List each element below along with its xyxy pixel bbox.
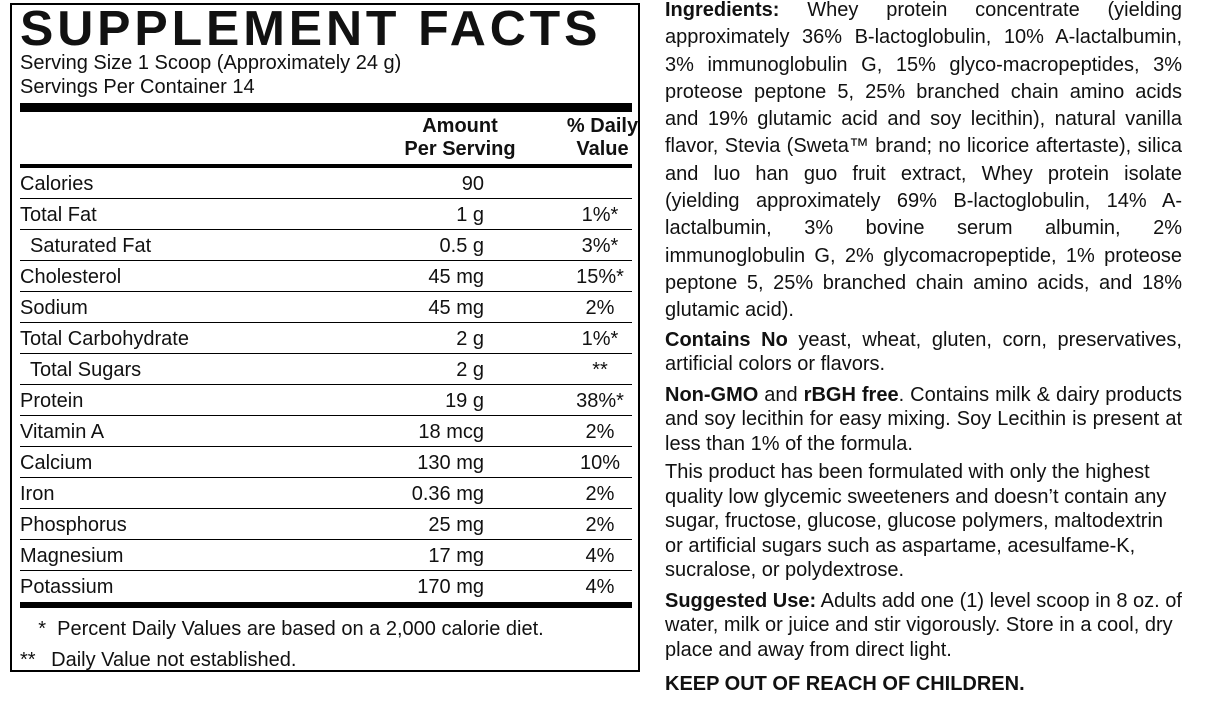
footnote-not-established	[20, 645, 632, 676]
suggested-use-label: Suggested Use:	[665, 589, 817, 612]
nutrient-daily-value: 2%	[585, 483, 615, 505]
nutrient-amount: 130 mg	[417, 452, 484, 474]
nutrient-row	[20, 323, 632, 354]
nutrient-row	[20, 447, 632, 478]
nutrient-name: Cholesterol	[20, 266, 122, 288]
daily-value-header-line2: Value	[576, 138, 629, 160]
nutrient-row	[20, 168, 632, 199]
nutrient-daily-value: **	[592, 359, 608, 381]
nutrient-row	[20, 261, 632, 292]
nutrient-daily-value: 10%	[579, 452, 621, 474]
nutrient-name: Vitamin A	[20, 421, 105, 443]
nutrient-name: Calcium	[20, 452, 93, 474]
non-gmo-label: Non-GMO	[665, 383, 759, 406]
nutrient-amount: 0.36 mg	[411, 483, 484, 505]
divider-thick	[20, 103, 632, 112]
nutrient-name: Iron	[20, 483, 55, 505]
column-header	[20, 112, 639, 168]
facts-title: SUPPLEMENT FACTS	[20, 2, 602, 56]
nutrient-row	[20, 416, 632, 447]
nutrient-amount: 1 g	[456, 204, 484, 226]
nutrient-daily-value: 38%*	[576, 390, 624, 412]
nutrient-amount: 2 g	[456, 328, 484, 350]
nutrient-row	[20, 385, 632, 416]
nutrient-amount: 2 g	[456, 359, 484, 381]
suggested-use-paragraph	[665, 589, 1182, 663]
nutrient-name: Phosphorus	[20, 514, 127, 536]
servings-per-container: Servings Per Container 14	[20, 76, 255, 98]
footnote-mark: *	[38, 618, 46, 640]
nutrient-row	[20, 199, 632, 230]
ingredients-text: Whey protein concentrate (yielding approximately 36% B-lactoglobulin, 10% A-lactalbumin, 3% immunoglobulin G, 15% glyco-macropeptides, 3% proteose peptone 5, 25% branched chain amino acids and 19% glutamic acid and soy lecithin), natural vanilla flavor, Stevia (Sweta™ brand; no licorice aftertaste), silica and luo han guo fruit extract, Whey protein isolate (yielding approximately 69% B-lactoglobulin, 14% A-lactalbumin, 3% bovine serum albumin, 2% immunoglobulin G, 2% glycomacropeptide, 1% proteose peptone 5, 25% branched chain amino acids, and 18% glutamic acid).	[665, 0, 1182, 322]
nutrient-amount: 19 g	[445, 390, 484, 412]
nutrient-daily-value: 1%*	[581, 204, 619, 226]
nutrient-daily-value: 4%	[585, 545, 615, 567]
contains-no-label: Contains No	[665, 328, 788, 351]
nutrient-amount: 25 mg	[428, 514, 484, 536]
footnote-mark: **	[20, 649, 36, 671]
product-info-column	[665, 0, 1182, 698]
nutrient-name: Potassium	[20, 576, 114, 598]
amount-header-line2: Per Serving	[404, 138, 516, 160]
footnote-text: Daily Value not established.	[51, 649, 297, 671]
supplement-facts-panel	[10, 3, 640, 672]
amount-header-line1: Amount	[422, 115, 498, 137]
amount-header	[395, 115, 525, 161]
nutrient-name: Calories	[20, 173, 94, 195]
nutrient-name: Total Carbohydrate	[20, 328, 189, 350]
footnote-text: Percent Daily Values are based on a 2,000 calorie diet.	[57, 618, 544, 640]
nutrient-row	[20, 292, 632, 323]
nutrient-daily-value: 4%	[585, 576, 615, 598]
ingredients-label: Ingredients:	[665, 0, 780, 21]
footnote-percent-dv	[20, 614, 632, 645]
nutrient-row	[20, 571, 632, 602]
nutrient-amount: 18 mcg	[418, 421, 484, 443]
nutrient-daily-value: 2%	[585, 297, 615, 319]
footnotes	[20, 614, 632, 676]
nutrient-amount: 45 mg	[428, 297, 484, 319]
nutrient-row	[20, 540, 632, 571]
nutrient-table	[20, 168, 632, 602]
formulation-paragraph: This product has been formulated with only the highest quality low glycemic sweeteners and doesn’t contain any sugar, fructose, glucose, glucose polymers, maltodextrin or artificial sugars such as aspartame, acesulfame-K, sucralose, or polydextrose.	[665, 461, 1167, 582]
nutrient-daily-value: 2%	[585, 421, 615, 443]
contains-no-paragraph	[665, 328, 1182, 377]
nutrient-daily-value: 3%*	[581, 235, 619, 257]
rbgh-free-label: rBGH free	[803, 383, 899, 406]
non-gmo-conjunction: and	[758, 383, 804, 406]
nutrient-amount: 170 mg	[417, 576, 484, 598]
nutrient-name: Total Sugars	[30, 359, 142, 381]
nutrient-amount: 0.5 g	[439, 235, 484, 257]
ingredients-paragraph	[665, 0, 1182, 325]
serving-size: Serving Size 1 Scoop (Approximately 24 g)	[20, 52, 402, 74]
nutrient-row	[20, 478, 632, 509]
contains-no-text: yeast, wheat, gluten, corn, preservatives, artificial colors or flavors.	[665, 328, 1182, 376]
daily-value-header	[560, 115, 645, 161]
nutrient-amount: 45 mg	[428, 266, 484, 288]
nutrient-amount: 90	[461, 173, 484, 195]
nutrient-daily-value: 2%	[585, 514, 615, 536]
nutrient-name: Protein	[20, 390, 84, 412]
nutrient-daily-value: 15%*	[576, 266, 624, 288]
nutrient-name: Saturated Fat	[30, 235, 152, 257]
suggested-use-text: Adults add one (1) level scoop in 8 oz. of water, milk or juice and stir vigorously. Store in a cool, dry place and away from direct light.	[665, 589, 1182, 661]
nutrient-row	[20, 509, 632, 540]
nutrient-daily-value: 1%*	[581, 328, 619, 350]
nutrient-name: Sodium	[20, 297, 88, 319]
non-gmo-text: . Contains milk & dairy products and soy lecithin for easy mixing. Soy Lecithin is present at less than 1% of the formula.	[665, 383, 1182, 455]
nutrient-amount: 17 mg	[428, 545, 484, 567]
daily-value-header-line1: % Daily	[566, 115, 639, 137]
warning-text: KEEP OUT OF REACH OF CHILDREN.	[665, 673, 1025, 696]
nutrient-row	[20, 354, 632, 385]
nutrient-row	[20, 230, 632, 261]
nutrient-name: Magnesium	[20, 545, 124, 567]
nutrient-name: Total Fat	[20, 204, 97, 226]
non-gmo-paragraph	[665, 383, 1182, 457]
